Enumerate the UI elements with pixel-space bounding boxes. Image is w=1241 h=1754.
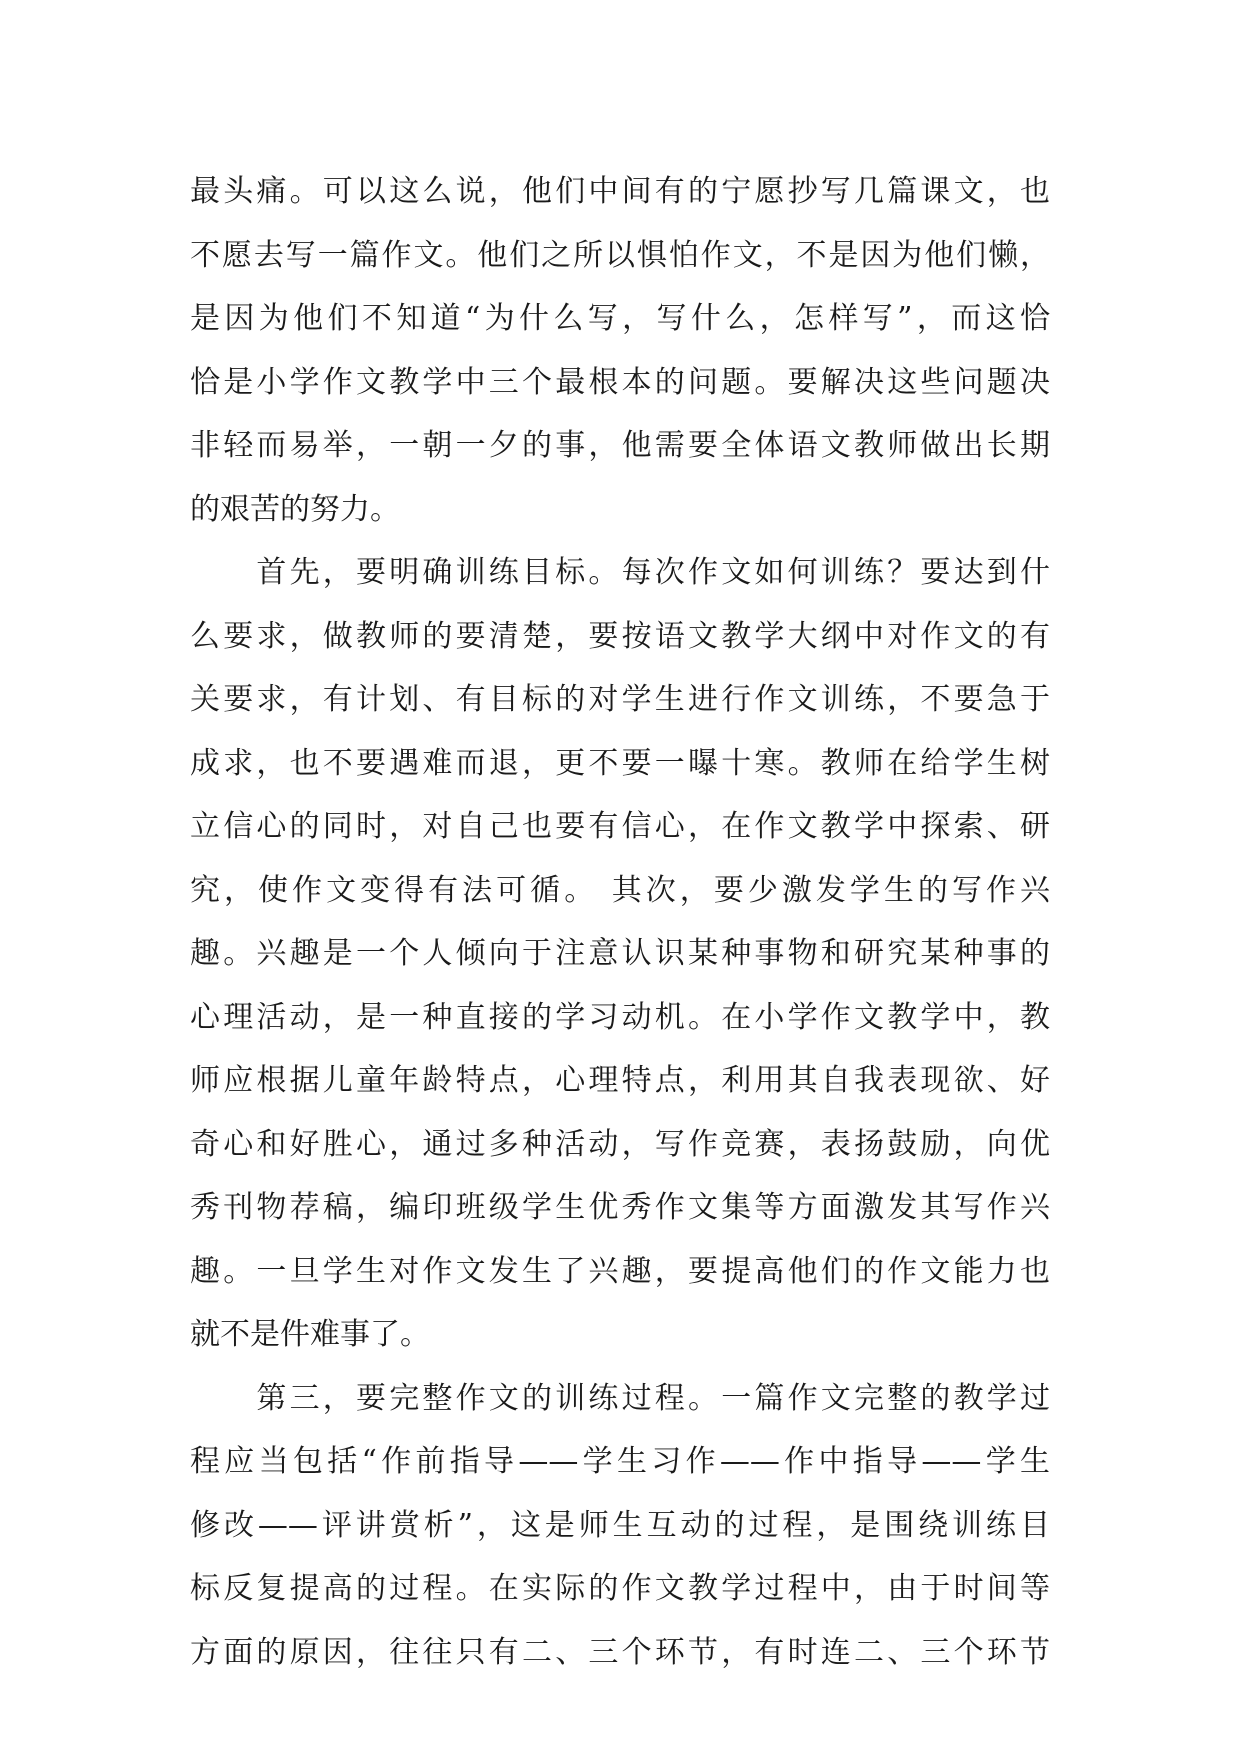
text-line: 程应当包括“作前指导——学生习作——作中指导——学生 <box>190 1444 1050 1479</box>
text-line: 的艰苦的努力。 <box>190 491 400 527</box>
text-line: 趣。兴趣是一个人倾向于注意认识某种事物和研究某种事的 <box>190 936 1050 971</box>
text-line: 么要求，做教师的要清楚，要按语文教学大纲中对作文的有 <box>190 618 1050 654</box>
text-line: 秀刊物荐稿，编印班级学生优秀作文集等方面激发其写作兴 <box>190 1190 1050 1225</box>
text-line: 修改——评讲赏析”，这是师生互动的过程，是围绕训练目 <box>190 1507 1050 1543</box>
text-line: 就不是件难事了。 <box>190 1317 430 1352</box>
text-line: 成求，也不要遇难而退，更不要一曝十寒。教师在给学生树 <box>190 745 1050 781</box>
text-line: 方面的原因，往往只有二、三个环节，有时连二、三个环节 <box>190 1634 1050 1670</box>
text-line: 究，使作文变得有法可循。 其次，要少激发学生的写作兴 <box>190 872 1050 908</box>
text-line: 非轻而易举，一朝一夕的事，他需要全体语文教师做出长期 <box>190 428 1050 463</box>
text-line: 最头痛。可以这么说，他们中间有的宁愿抄写几篇课文，也 <box>190 174 1050 209</box>
body-text <box>190 160 1050 1684</box>
text-line: 第三，要完整作文的训练过程。一篇作文完整的教学过 <box>190 1380 1050 1416</box>
text-line: 是因为他们不知道“为什么写，写什么，怎样写”，而这恰 <box>190 301 1050 336</box>
text-line: 奇心和好胜心，通过多种活动，写作竞赛，表扬鼓励，向优 <box>190 1126 1050 1162</box>
text-line: 趣。一旦学生对作文发生了兴趣，要提高他们的作文能力也 <box>190 1253 1050 1289</box>
text-line: 恰是小学作文教学中三个最根本的问题。要解决这些问题决 <box>190 364 1050 400</box>
text-line: 立信心的同时，对自己也要有信心，在作文教学中探索、研 <box>190 809 1050 844</box>
text-line: 首先，要明确训练目标。每次作文如何训练？要达到什 <box>190 555 1050 590</box>
text-line: 师应根据儿童年龄特点，心理特点，利用其自我表现欲、好 <box>190 1063 1050 1098</box>
text-line: 不愿去写一篇作文。他们之所以惧怕作文，不是因为他们懒， <box>190 237 1050 273</box>
text-line: 关要求，有计划、有目标的对学生进行作文训练，不要急于 <box>190 682 1050 717</box>
text-line: 标反复提高的过程。在实际的作文教学过程中，由于时间等 <box>190 1571 1050 1606</box>
text-line: 心理活动，是一种直接的学习动机。在小学作文教学中，教 <box>190 999 1050 1035</box>
